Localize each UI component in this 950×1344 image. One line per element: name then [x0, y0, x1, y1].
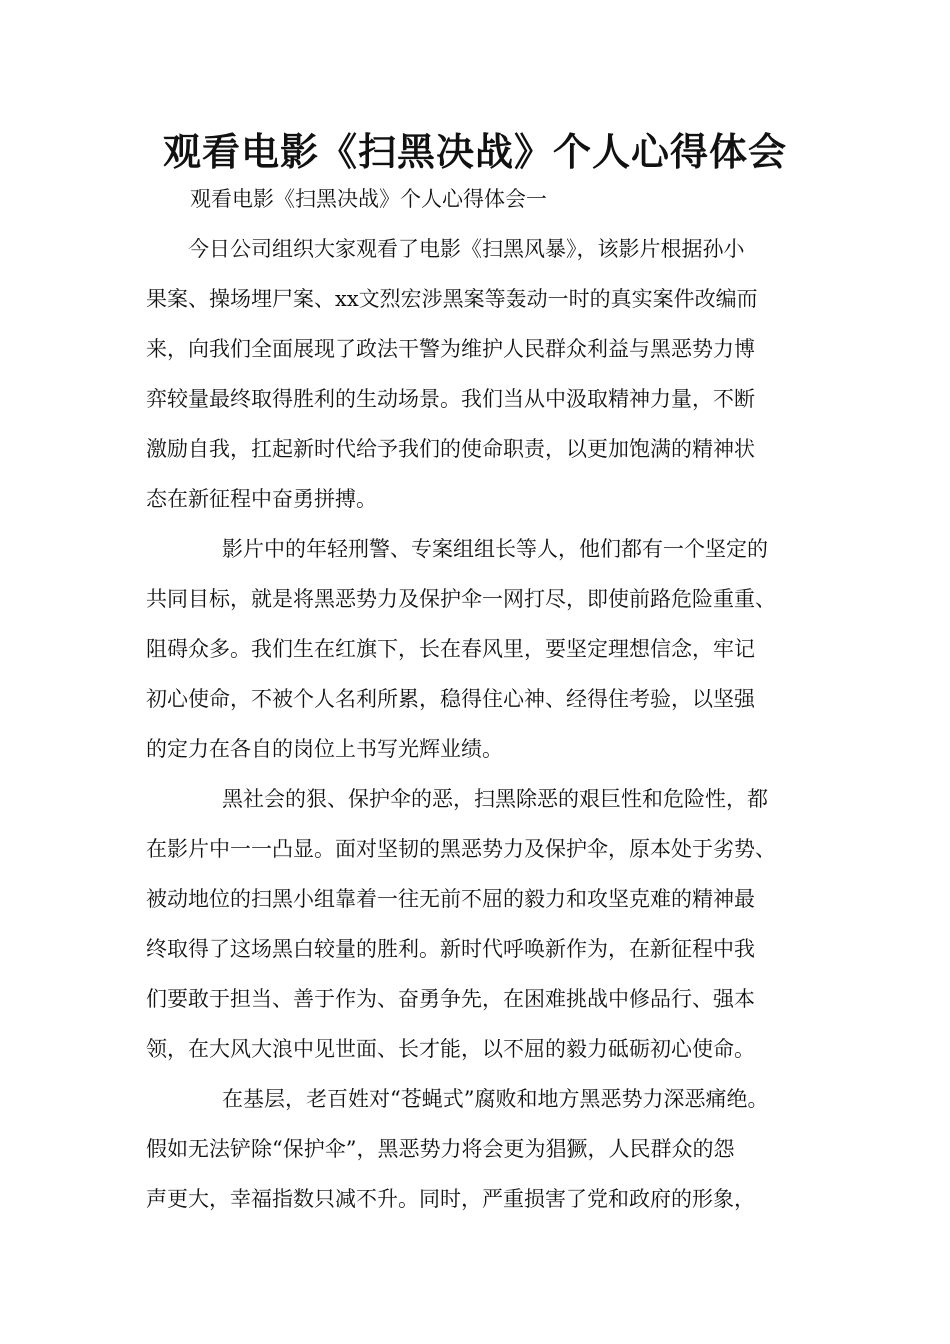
document-title: 观看电影《扫黑决战》个人心得体会	[162, 130, 787, 174]
paragraph-3-line-1: 黑社会的狠、保护伞的恶，扫黑除恶的艰巨性和危险性，都	[222, 787, 768, 811]
paragraph-1-line-5: 激励自我，扛起新时代给予我们的使命职责，以更加饱满的精神状	[146, 437, 755, 461]
paragraph-2-line-5: 的定力在各自的岗位上书写光辉业绩。	[146, 737, 503, 761]
paragraph-1-line-3: 来，向我们全面展现了政法干警为维护人民群众利益与黑恶势力博	[146, 337, 755, 361]
paragraph-1-line-1: 今日公司组织大家观看了电影《扫黑风暴》，该影片根据孙小	[188, 237, 745, 261]
paragraph-4-line-2: 假如无法铲除“保护伞”，黑恶势力将会更为猖獗，人民群众的怨	[146, 1137, 735, 1161]
paragraph-2-line-2: 共同目标，就是将黑恶势力及保护伞一网打尽，即使前路危险重重、	[146, 587, 776, 611]
paragraph-1-line-6: 态在新征程中奋勇拼搏。	[146, 487, 377, 511]
paragraph-2-line-1: 影片中的年轻刑警、专案组组长等人，他们都有一个坚定的	[222, 537, 768, 561]
paragraph-3-line-6: 领，在大风大浪中见世面、长才能，以不屈的毅力砥砺初心使命。	[146, 1037, 755, 1061]
paragraph-1-line-2: 果案、操场埋尸案、xx文烈宏涉黑案等轰动一时的真实案件改编而	[146, 287, 758, 311]
paragraph-3-line-4: 终取得了这场黑白较量的胜利。新时代呼唤新作为，在新征程中我	[146, 937, 755, 961]
paragraph-3-line-3: 被动地位的扫黑小组靠着一往无前不屈的毅力和攻坚克难的精神最	[146, 887, 755, 911]
document-subtitle: 观看电影《扫黑决战》个人心得体会一	[190, 187, 547, 211]
paragraph-3-line-2: 在影片中一一凸显。面对坚韧的黑恶势力及保护伞，原本处于劣势、	[146, 837, 776, 861]
paragraph-4-line-1: 在基层，老百姓对“苍蝇式”腐败和地方黑恶势力深恶痛绝。	[222, 1087, 769, 1111]
paragraph-2-line-4: 初心使命，不被个人名利所累，稳得住心神、经得住考验，以坚强	[146, 687, 755, 711]
paragraph-3-line-5: 们要敢于担当、善于作为、奋勇争先，在困难挑战中修品行、强本	[146, 987, 755, 1011]
paragraph-1-line-4: 弈较量最终取得胜利的生动场景。我们当从中汲取精神力量，不断	[146, 387, 755, 411]
paragraph-2-line-3: 阻碍众多。我们生在红旗下，长在春风里，要坚定理想信念，牢记	[146, 637, 755, 661]
paragraph-4-line-3: 声更大，幸福指数只减不升。同时，严重损害了党和政府的形象，	[146, 1187, 755, 1211]
